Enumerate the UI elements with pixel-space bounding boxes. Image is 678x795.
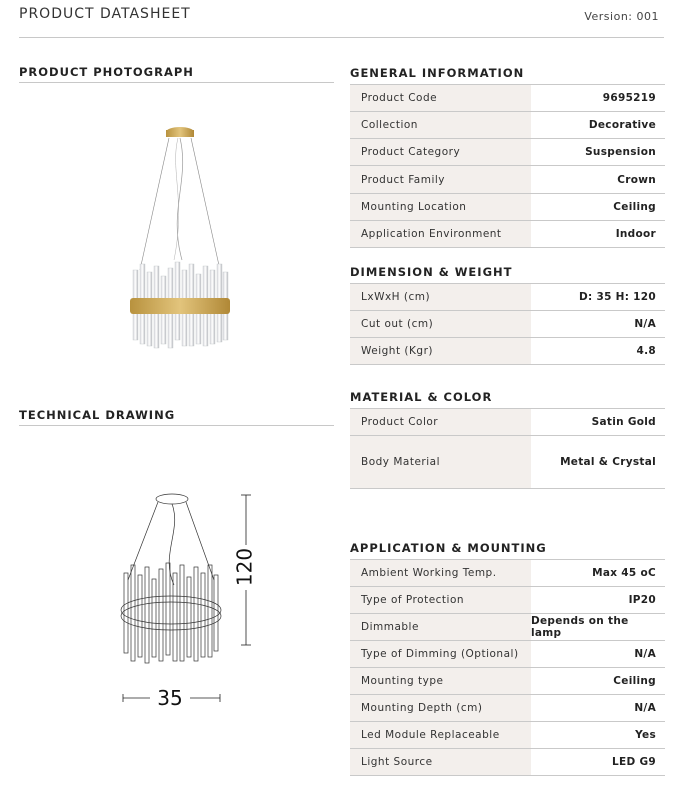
- dimension-width-label: 35: [157, 686, 183, 710]
- row-value: Crown: [531, 166, 665, 193]
- row-label: Product Category: [350, 139, 531, 165]
- row-value: Suspension: [531, 139, 665, 165]
- table-row: [350, 138, 665, 165]
- table-row: [350, 748, 665, 776]
- row-value: Yes: [531, 722, 665, 748]
- row-value: LED G9: [531, 749, 665, 775]
- row-value: N/A: [531, 311, 665, 337]
- row-value: IP20: [531, 587, 665, 613]
- table-row: [350, 613, 665, 640]
- row-label: Application Environment: [350, 221, 531, 247]
- table-row: [350, 559, 665, 586]
- row-label: Mounting Depth (cm): [350, 695, 531, 721]
- row-label: Weight (Kgr): [350, 338, 531, 364]
- table-row: [350, 283, 665, 310]
- product-photo: [120, 120, 240, 360]
- table-row: [350, 694, 665, 721]
- row-label: Product Code: [350, 85, 531, 111]
- material-table: [350, 408, 665, 489]
- table-row: [350, 640, 665, 667]
- row-value: N/A: [531, 641, 665, 667]
- row-value: Metal & Crystal: [531, 436, 665, 488]
- dimension-table: [350, 283, 665, 365]
- row-label: Led Module Replaceable: [350, 722, 531, 748]
- row-value: Indoor: [531, 221, 665, 247]
- table-row: [350, 310, 665, 337]
- dimension-height-label: 120: [232, 547, 257, 587]
- version-label: Version: 001: [584, 10, 659, 23]
- table-row: [350, 220, 665, 248]
- row-label: Product Color: [350, 409, 531, 435]
- row-label: Light Source: [350, 749, 531, 775]
- drawing-heading-divider: [19, 425, 334, 426]
- row-value: Ceiling: [531, 194, 665, 220]
- table-row: [350, 165, 665, 193]
- row-label: Body Material: [350, 436, 531, 488]
- row-value: N/A: [531, 695, 665, 721]
- table-row: [350, 435, 665, 489]
- row-value: Max 45 oC: [531, 560, 665, 586]
- application-table: [350, 559, 665, 776]
- row-label: Dimmable: [350, 614, 531, 640]
- table-row: [350, 84, 665, 111]
- table-row: [350, 721, 665, 748]
- table-row: [350, 337, 665, 365]
- general-heading: GENERAL INFORMATION: [350, 66, 525, 80]
- row-label: Mounting Location: [350, 194, 531, 220]
- technical-drawing: [110, 485, 270, 710]
- row-label: Type of Dimming (Optional): [350, 641, 531, 667]
- dimension-heading: DIMENSION & WEIGHT: [350, 265, 513, 279]
- material-heading: MATERIAL & COLOR: [350, 390, 493, 404]
- row-label: Cut out (cm): [350, 311, 531, 337]
- row-label: Ambient Working Temp.: [350, 560, 531, 586]
- row-value: Depends on the lamp: [531, 614, 665, 640]
- row-label: Collection: [350, 112, 531, 138]
- page-title: PRODUCT DATASHEET: [19, 6, 191, 22]
- application-heading: APPLICATION & MOUNTING: [350, 541, 547, 555]
- row-value: Ceiling: [531, 668, 665, 694]
- row-label: Mounting type: [350, 668, 531, 694]
- row-label: LxWxH (cm): [350, 284, 531, 310]
- row-value: Satin Gold: [531, 409, 665, 435]
- row-label: Product Family: [350, 166, 531, 193]
- drawing-heading: TECHNICAL DRAWING: [19, 408, 176, 422]
- table-row: [350, 667, 665, 694]
- row-value: 9695219: [531, 85, 665, 111]
- row-label: Type of Protection: [350, 587, 531, 613]
- table-row: [350, 408, 665, 435]
- table-row: [350, 193, 665, 220]
- header-divider: [19, 37, 664, 38]
- row-value: Decorative: [531, 112, 665, 138]
- table-row: [350, 586, 665, 613]
- row-value: 4.8: [531, 338, 665, 364]
- photo-heading-divider: [19, 82, 334, 83]
- general-table: [350, 84, 665, 248]
- photo-heading: PRODUCT PHOTOGRAPH: [19, 65, 194, 79]
- row-value: D: 35 H: 120: [531, 284, 665, 310]
- table-row: [350, 111, 665, 138]
